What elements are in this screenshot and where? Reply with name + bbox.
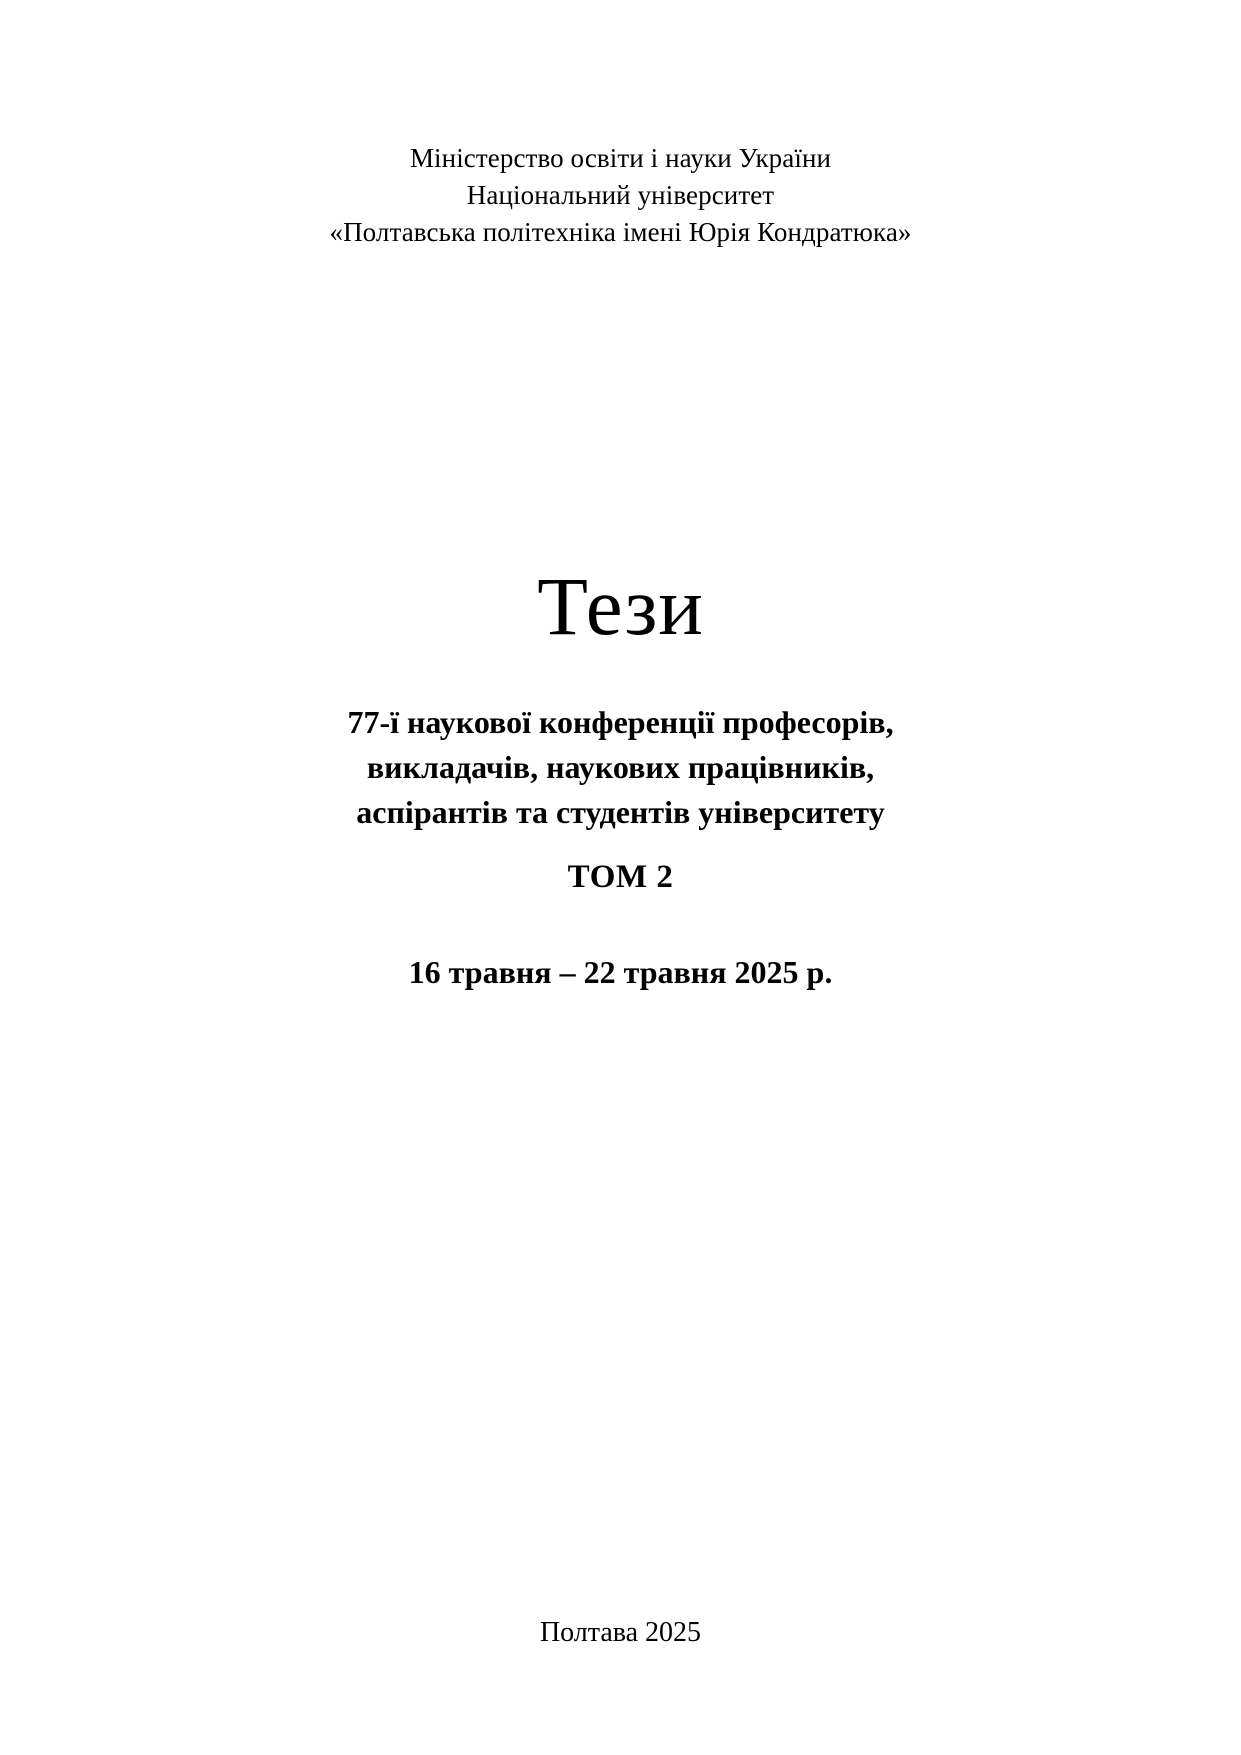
ministry-line: Міністерство освіти і науки України (409, 143, 832, 173)
volume-section (0, 855, 1241, 899)
university-line: Національний університет (466, 180, 775, 210)
dates-section (0, 950, 1241, 994)
subtitle-line-2: викладачів, наукових працівників, (366, 749, 875, 785)
subtitle-line-3: аспірантів та студентів університету (356, 794, 885, 830)
conference-dates: 16 травня – 22 травня 2025 р. (408, 954, 833, 990)
page-title: Тези (537, 560, 704, 652)
subtitle-section (0, 700, 1241, 835)
place-and-year: Полтава 2025 (539, 1617, 702, 1648)
publisher-header (0, 140, 1241, 251)
volume-label: ТОМ 2 (567, 859, 674, 895)
title-section (0, 560, 1241, 652)
subtitle-line-1: 77-ї наукової конференції професорів, (347, 704, 894, 740)
university-name-line: «Полтавська політехніка імені Юрія Кондратюка» (329, 217, 912, 247)
footer-section (0, 1615, 1241, 1651)
